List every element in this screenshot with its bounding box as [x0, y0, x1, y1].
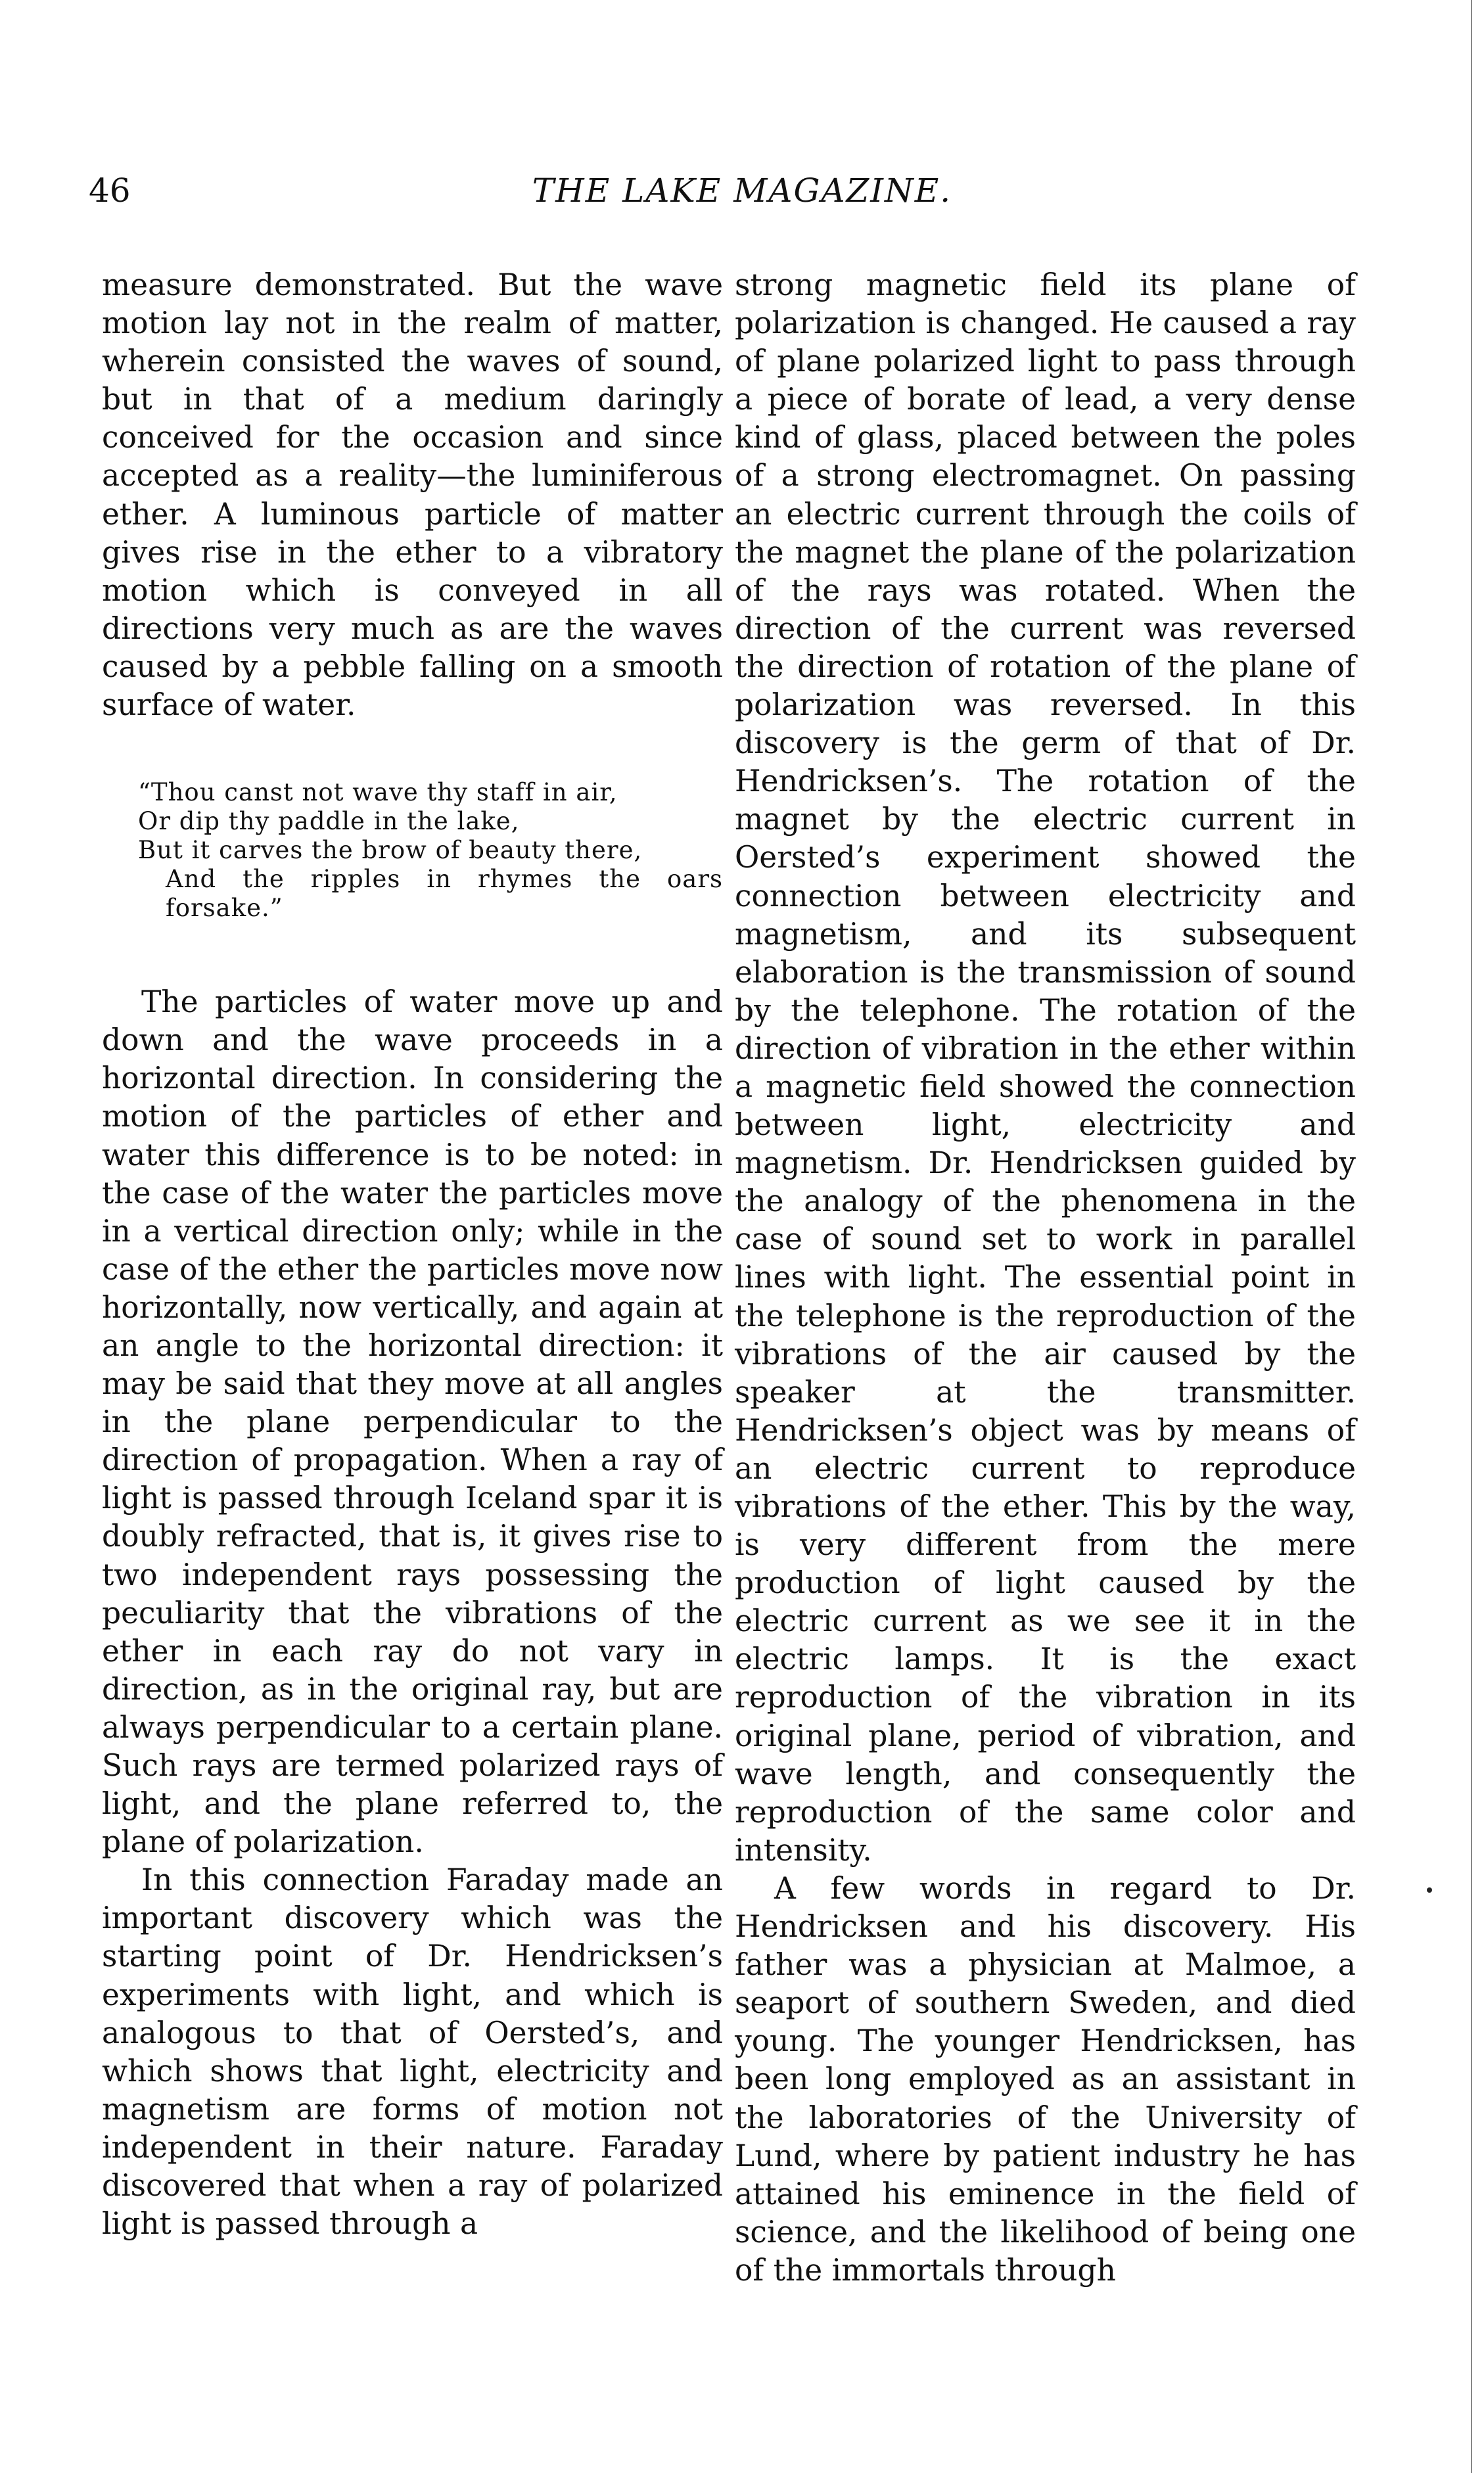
- right-paragraph-2: A few words in regard to Dr. Hendricksen and his discovery. His father was a physician at Malmoe, a seaport of southern Sweden, and died young. The younger Hendricksen, has been long employed as an assistant in the laboratories of the University of Lund, where by patient industry he has attained his eminence in the field of science, and the likelihood of being one of the immortals through: [735, 1870, 1356, 2288]
- left-paragraph-3: In this connection Faraday made an important discovery which was the starting point of Dr. Hendricksen’s experiments with light, and which is analogous to that of Oersted’s, and which shows that light, electricity and magnetism are forms of motion not independent in their nature. Faraday discovered that when a ray of polarized light is passed through a: [102, 1862, 723, 2242]
- verse-line: And the ripples in rhymes the oars: [166, 865, 723, 894]
- page-edge-rule: [1471, 0, 1472, 2473]
- left-paragraph-2: The particles of water move up and down and the wave proceeds in a horizontal direction. In considering the motion of the particles of ether and water this difference is to be noted: in the case of the water the particles move in a vertical direction only; while in the case of the ether the particles move now horizontally, now vertically, and again at an angle to the horizontal direction: it may be said that they move at all angles in the plane perpendicular to the direction of propagation. When a ray of light is passed through Iceland spar it is doubly refracted, that is, it gives rise to two independent rays possessing the peculiarity that the vibrations of the ether in each ray do not vary in direction, as in the original ray, but are always perpendicular to a certain plane. Such rays are termed polarized rays of light, and the plane referred to, the plane of polarization.: [102, 984, 723, 1860]
- right-paragraph-1: strong magnetic field its plane of polarization is changed. He caused a ray of plane polarized light to pass through a piece of borate of lead, a very dense kind of glass, placed between the poles of a strong electromagnet. On passing an electric current through the coils of the magnet the plane of the polarization of the rays was rotated. When the direction of the current was reversed the direction of rotation of the plane of polarization was reversed. In this discovery is the germ of that of Dr. Hendricksen’s. The rotation of the magnet by the electric current in Oersted’s experiment showed the connection between electricity and magnetism, and its subsequent elaboration is the transmission of sound by the telephone. The rotation of the direction of vibration in the ether within a magnetic field showed the connection between light, electricity and magnetism. Dr. Hendricksen guided by the analogy of the phenomena in the case of sound set to work in parallel lines with light. The essential point in the telephone is the reproduction of the vibrations of the air caused by the speaker at the transmitter. Hendricksen’s object was by means of an electric current to reproduce vibrations of the ether. This by the way, is very different from the mere production of light caused by the electric current as we see it in the electric lamps. It is the exact reproduction of the vibration in its original plane, period of vibration, and wave length, and consequently the reproduction of the same color and intensity.: [735, 267, 1356, 1868]
- verse-line: But it carves the brow of beauty there,: [138, 836, 643, 865]
- ink-speck: [1427, 1887, 1432, 1893]
- running-head: THE LAKE MAGAZINE.: [532, 172, 952, 210]
- verse-line: “Thou canst not wave thy staff in air,: [138, 778, 618, 807]
- page-number: 46: [89, 172, 131, 210]
- verse-line: forsake.”: [166, 894, 283, 923]
- verse-line: Or dip thy paddle in the lake,: [138, 807, 520, 836]
- left-paragraph-1: measure demonstrated. But the wave motion lay not in the realm of matter, wherein consisted the waves of sound, but in that of a medium daringly conceived for the occasion and since accepted as a reality—the luminiferous ether. A luminous particle of matter gives rise in the ether to a vibratory motion which is conveyed in all directions very much as are the waves caused by a pebble falling on a smooth surface of water.: [102, 267, 723, 723]
- right-column: [735, 266, 1356, 2290]
- left-column: [102, 266, 723, 2243]
- verse-quotation: [138, 778, 723, 923]
